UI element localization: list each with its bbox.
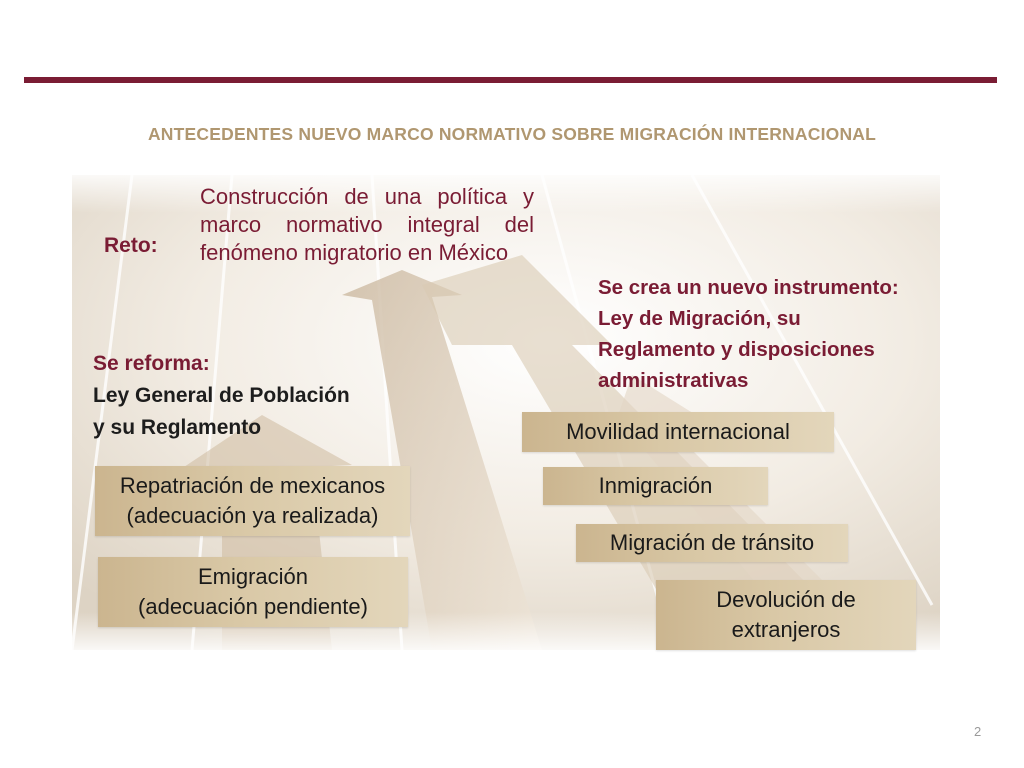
repatriacion-box [95,466,410,536]
reto-description: Construcción de una política y marco normativo integral del fenómeno migratorio en México [200,184,534,265]
reforma-line: y su Reglamento [93,416,262,439]
top-divider [24,77,997,83]
devolucion-box [656,580,916,650]
nuevo-instrumento-line: administrativas [598,369,749,392]
repatriacion-line: Repatriación de mexicanos [119,473,386,498]
page-number: 2 [974,724,982,739]
emigracion-note: (adecuación pendiente) [138,594,368,619]
inmigracion-box [543,467,768,505]
nuevo-instrumento-block [598,272,948,396]
inmigracion-label: Inmigración [598,473,713,498]
devolucion-line: extranjeros [731,617,841,642]
reto-label: Reto: [104,234,158,257]
reforma-heading: Se reforma: [93,352,210,375]
nuevo-instrumento-line: Ley de Migración, su [598,307,801,330]
nuevo-instrumento-line: Se crea un nuevo instrumento: [598,276,899,299]
emigracion-box [98,557,408,627]
nuevo-instrumento-line: Reglamento y disposiciones [598,338,875,361]
movilidad-box [522,412,834,452]
slide-title: ANTECEDENTES NUEVO MARCO NORMATIVO SOBRE MIGRACIÓN INTERNACIONAL [147,124,877,144]
repatriacion-note: (adecuación ya realizada) [126,503,379,528]
transito-label: Migración de tránsito [609,530,815,555]
devolucion-line: Devolución de [716,587,856,612]
reforma-line: Ley General de Población [93,384,350,407]
movilidad-label: Movilidad internacional [566,419,790,444]
transito-box [576,524,848,562]
reforma-block [93,348,413,444]
emigracion-line: Emigración [197,564,309,589]
